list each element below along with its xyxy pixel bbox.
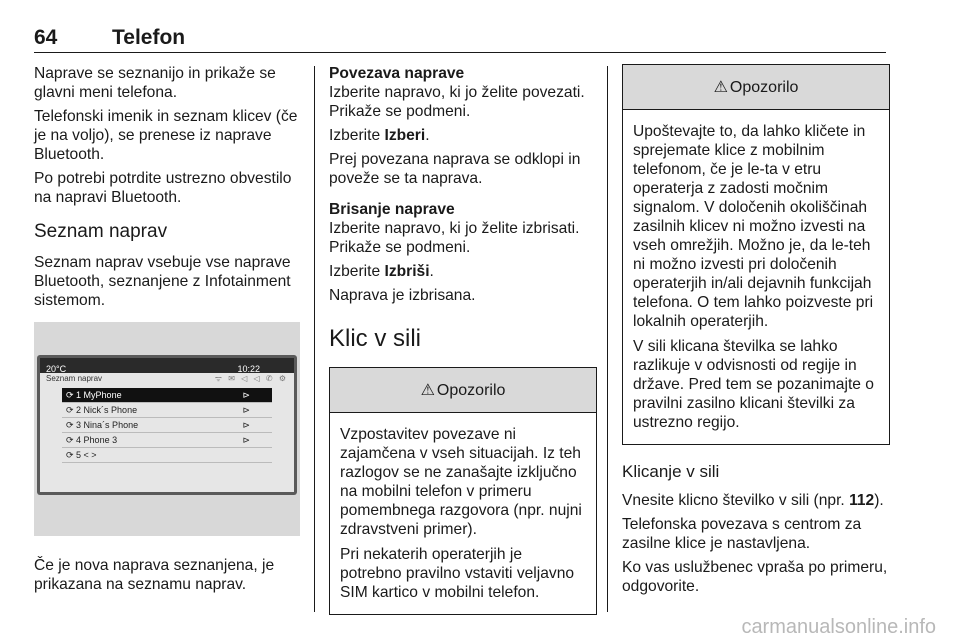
infotainment-screen: [37, 355, 297, 495]
warning-text: Pri nekaterih operaterjih je potrebno pravilno vstaviti veljavno SIM kartico v mobilni telefon.: [340, 546, 575, 601]
chevron-right-icon: ⊳: [242, 405, 250, 415]
clock: 10:22: [237, 364, 260, 374]
emergency-number: 112: [849, 492, 875, 509]
device-list-item[interactable]: ⟳ 1 MyPhone ⊳: [62, 388, 272, 403]
watermark: carmanualsonline.info: [741, 616, 936, 638]
warning-header: [623, 65, 889, 110]
section-title: Telefon: [112, 26, 186, 49]
page-number: 64: [34, 26, 58, 49]
device-list-item[interactable]: ⟳ 3 Nina´s Phone ⊳: [62, 418, 272, 433]
column-divider: [607, 66, 608, 612]
device-list-item[interactable]: ⟳ 5 < >: [62, 448, 272, 463]
chevron-right-icon: ⊳: [242, 390, 250, 400]
paragraph: Izberite Izbriši.: [329, 263, 434, 280]
status-icons: ᯤ ✉ ◁ ◁ ✆ ⚙: [214, 374, 288, 383]
device-list-item[interactable]: ⟳ 2 Nick´s Phone ⊳: [62, 403, 272, 418]
warning-box: [329, 367, 597, 615]
paragraph: Po potrebi potrdite ustrezno obvestilo na napravi Bluetooth.: [34, 170, 292, 206]
warning-text: V sili klicana številka se lahko razlikuje v odvisnosti od regije in države. Pred tem se pozanimajte o pravilni zasilno klicani številki za ustrezno regijo.: [633, 338, 874, 431]
temperature: 20°C: [46, 364, 67, 374]
paragraph: Naprava je izbrisana.: [329, 287, 476, 304]
phone-icon: ⟳: [66, 435, 77, 445]
chevron-right-icon: ⊳: [242, 420, 250, 430]
heading-delete-device: Brisanje naprave: [329, 201, 455, 218]
paragraph: Seznam naprav vsebuje vse naprave Bluetooth, seznanjene z Infotainment sistemom.: [34, 254, 291, 309]
warning-box: [622, 64, 890, 445]
screen-status-bar: [40, 358, 294, 373]
menu-term-select: Izberi: [384, 127, 426, 144]
chevron-right-icon: ⊳: [242, 435, 250, 445]
paragraph: Ko vas uslužbenec vpraša po primeru, odgovorite.: [622, 559, 888, 595]
device-list: [62, 388, 272, 463]
warning-icon: ⚠: [420, 381, 435, 399]
heading-connect-device: Povezava naprave: [329, 65, 465, 82]
heading-emergency-dialing: Klicanje v sili: [622, 462, 720, 481]
page-header: [34, 26, 886, 53]
heading-emergency-call: Klic v sili: [329, 325, 422, 352]
warning-title: Opozorilo: [729, 78, 799, 96]
paragraph: Če je nova naprava seznanjena, je prikazana na seznamu naprav.: [34, 557, 275, 593]
warning-title: Opozorilo: [436, 381, 506, 399]
column-divider: [314, 66, 315, 612]
paragraph: Naprave se seznanijo in prikaže se glavni meni telefona.: [34, 65, 276, 101]
phone-icon: ⟳: [66, 450, 77, 460]
device-list-item[interactable]: ⟳ 4 Phone 3 ⊳: [62, 433, 272, 448]
warning-text: Upoštevajte to, da lahko kličete in sprejemate klice z mobilnim telefonom, če je le-ta v etru operaterja z zadosti močnim signalom. V določenih okoliščinah zasilnih klicev ni možno izvesti na vseh omrežjih. Možno je, da le-teh ni možno izvesti pri določenih operaterjih in/ali dejavnih funkcijah telefona. O tem lahko poizveste pri lokalnih operaterjih.: [633, 123, 874, 330]
paragraph: Izberite napravo, ki jo želite izbrisati. Prikaže se podmeni.: [329, 220, 580, 256]
heading-device-list: Seznam naprav: [34, 221, 168, 242]
phone-icon: ⟳: [66, 420, 77, 430]
warning-icon: ⚠: [713, 78, 728, 96]
menu-term-delete: Izbriši: [384, 263, 430, 280]
screen-title-bar: [40, 373, 294, 385]
paragraph: Telefonska povezava s centrom za zasilne klice je nastavljena.: [622, 516, 862, 552]
column-middle: [329, 64, 597, 615]
paragraph: Izberite Izberi.: [329, 127, 430, 144]
phone-icon: ⟳: [66, 390, 77, 400]
warning-text: Vzpostavitev povezave ni zajamčena v vseh situacijah. Iz teh razlogov se ne zanašajte izključno na mobilni telefon v primeru pomembnega razgovora (npr. nujni zdravstveni primer).: [340, 426, 582, 538]
column-left: [34, 64, 302, 599]
screen-title: Seznam naprav: [46, 374, 103, 383]
paragraph: Prej povezana naprava se odklopi in poveže se ta naprava.: [329, 151, 581, 187]
paragraph: Vnesite klicno številko v sili (npr. 112).: [622, 492, 884, 509]
paragraph: Izberite napravo, ki jo želite povezati. Prikaže se podmeni.: [329, 84, 585, 120]
device-list-screenshot: [34, 322, 300, 536]
column-right: [622, 64, 890, 601]
phone-icon: ⟳: [66, 405, 77, 415]
warning-header: [330, 368, 596, 413]
paragraph: Telefonski imenik in seznam klicev (če je na voljo), se prenese iz naprave Bluetooth.: [34, 108, 298, 163]
